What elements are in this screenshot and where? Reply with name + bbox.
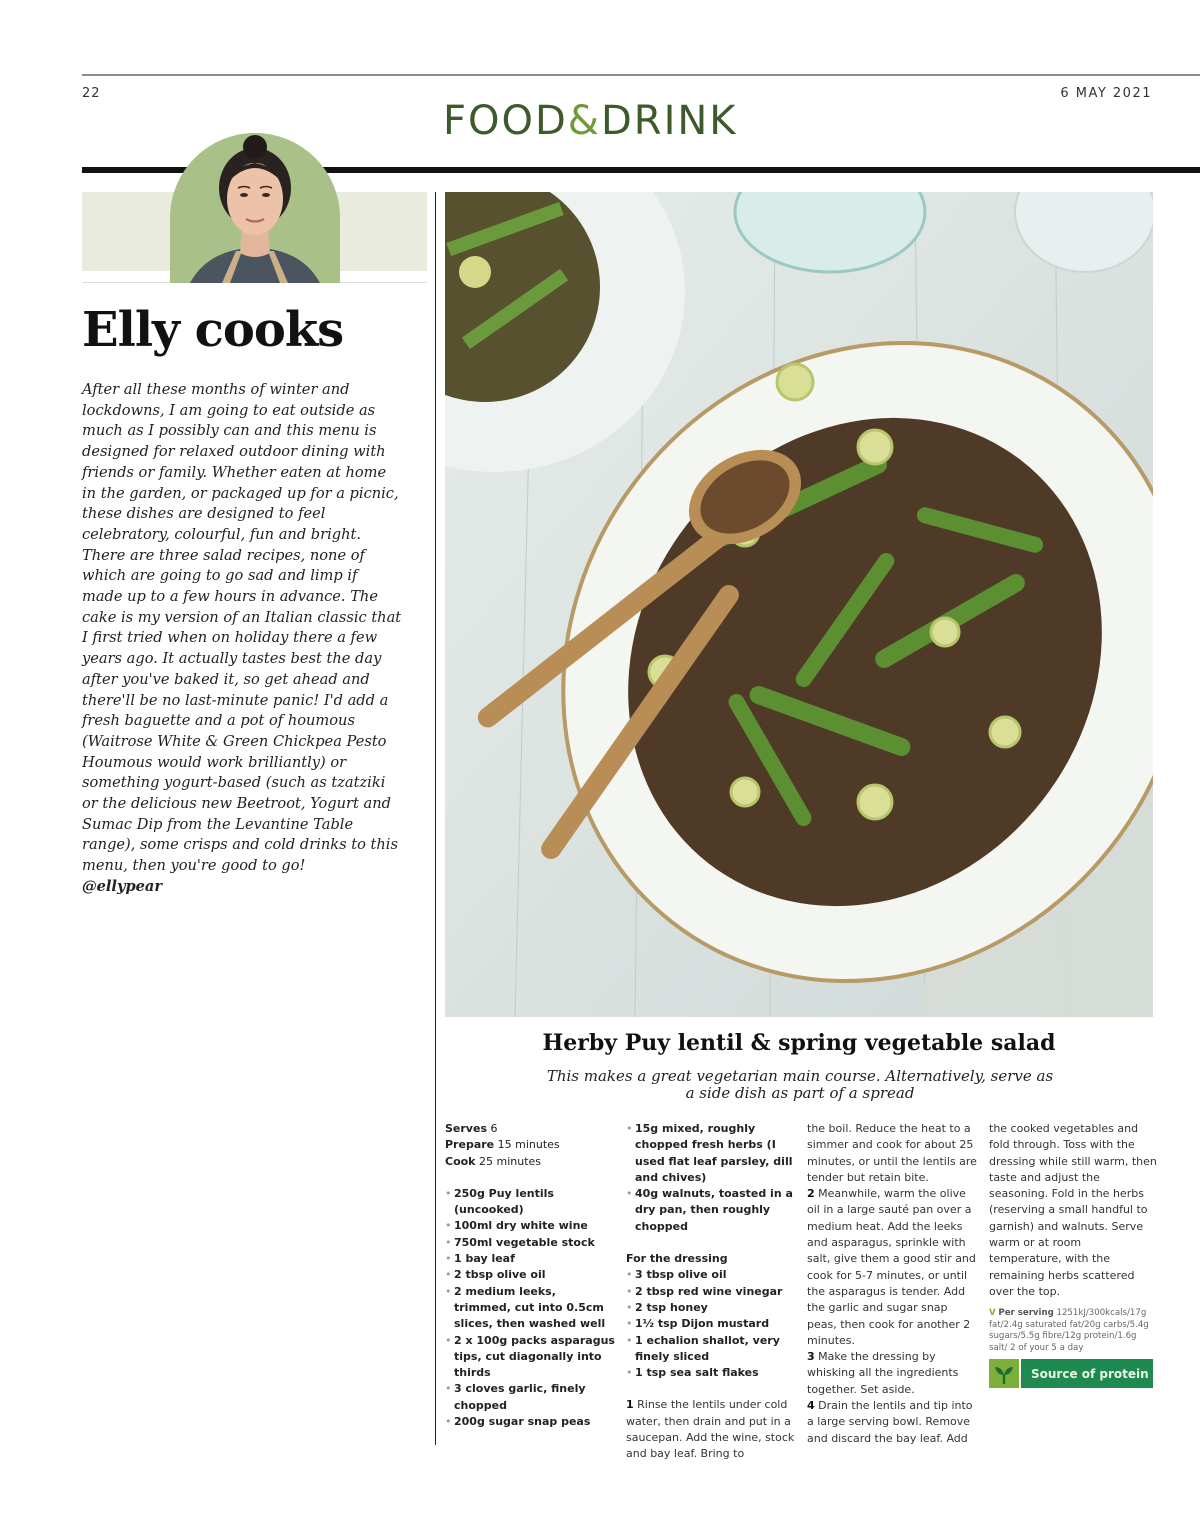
method-step-3 — [807, 1349, 979, 1398]
intro-text: After all these months of winter and lockdowns, I am going to eat outside as much as I possibly can and this menu is designed for relaxed outdoor dining with friends or family. Whether eaten at home in the garden, or packaged up for a picnic, these dishes are designed to feel celebratory, colourful, fun and bright. There are three salad recipes, none of which are going to go sad and limp if made up to a few hours in advance. The cake is my version of an Italian classic that I first tried when on holiday there a few years ago. It actually tastes best the day after you've baked it, so get ahead and there'll be no last-minute panic! I'd add a fresh baguette and a pot of houmous (Waitrose White & Green Chickpea Pesto Houmous would work brilliantly) or something yogurt-based (such as tzatziki or the delicious new Beetroot, Yogurt and Sumac Dip from the Levantine Table range), some crisps and cold drinks to this menu, then you're good to go! — [82, 381, 402, 875]
step-text: Meanwhile, warm the olive oil in a large sauté pan over a medium heat. Add the leeks and asparagus, sprinkle with salt, give them a good stir and cook for 5-7 minutes, or until the asparagus is tender. Add the garlic and sugar snap peas, then cook for another 2 minutes. — [807, 1187, 976, 1347]
prepare-value: 15 minutes — [497, 1138, 560, 1152]
ingredient-item: • 250g Puy lentils (uncooked) — [445, 1186, 615, 1219]
column-title: Elly cooks — [82, 302, 344, 358]
salad-photo-icon — [445, 192, 1153, 1017]
author-handle-link[interactable]: @ellypear — [82, 877, 163, 895]
dressing-item: • 3 tbsp olive oil — [626, 1267, 798, 1283]
ingredient-item: • 15g mixed, roughly chopped fresh herbs (I used flat leaf parsley, dill and chives) — [626, 1121, 798, 1186]
step-number: 2 — [807, 1187, 815, 1201]
recipe-column-3 — [807, 1121, 979, 1447]
step-number: 1 — [626, 1398, 634, 1412]
recipe-column-4 — [989, 1121, 1157, 1388]
method-step-2 — [807, 1186, 979, 1349]
serves-value: 6 — [490, 1122, 498, 1135]
source-of-protein-badge — [989, 1359, 1153, 1388]
page-number: 22 — [82, 86, 101, 101]
issue-date: 6 MAY 2021 — [1060, 86, 1152, 101]
dressing-item: • 2 tbsp red wine vinegar — [626, 1284, 798, 1300]
step-text: Make the dressing by whisking all the ingredients together. Set aside. — [807, 1350, 959, 1396]
ingredient-item: • 1 bay leaf — [445, 1251, 615, 1267]
method-step-4 — [807, 1398, 979, 1447]
column-divider — [435, 192, 436, 1445]
recipe-title: Herby Puy lentil & spring vegetable salad — [542, 1030, 1056, 1056]
step-text: Drain the lentils and tip into a large serving bowl. Remove and discard the bay leaf. Add — [807, 1399, 973, 1445]
vegetarian-mark-icon: V — [989, 1308, 996, 1319]
ingredient-item: • 2 tbsp olive oil — [445, 1267, 615, 1283]
author-avatar — [170, 133, 340, 283]
section-title-drink: DRINK — [600, 98, 738, 144]
badge-label: Source of protein — [1021, 1359, 1153, 1388]
ingredient-list-continued — [626, 1121, 798, 1235]
dressing-item: • 1 tsp sea salt flakes — [626, 1365, 798, 1381]
column-intro — [82, 380, 402, 898]
serves-row — [445, 1121, 615, 1137]
step-text: the boil. Reduce the heat to a simmer and cook for about 25 minutes, or until the lentils are tender but retain bite. — [807, 1122, 977, 1184]
step-text: Rinse the lentils under cold water, then drain and put in a saucepan. Add the wine, stock and bay leaf. Bring to — [626, 1398, 795, 1461]
method-step-1-continued — [807, 1121, 979, 1186]
dressing-item: • 2 tsp honey — [626, 1300, 798, 1316]
step-number: 4 — [807, 1399, 815, 1413]
cook-label: Cook — [445, 1154, 476, 1168]
method-step-4-continued — [989, 1121, 1157, 1300]
section-title-ampersand: & — [567, 98, 601, 144]
dressing-list — [626, 1267, 798, 1381]
recipe-column-1 — [445, 1121, 615, 1430]
sprout-icon — [989, 1359, 1019, 1388]
ingredient-item: • 3 cloves garlic, finely chopped — [445, 1381, 615, 1414]
recipe-standfirst: This makes a great vegetarian main course. Alternatively, serve as a side dish as part of a spread — [546, 1067, 1054, 1102]
ingredient-list — [445, 1186, 615, 1430]
top-rule — [82, 74, 1200, 76]
author-portrait-icon — [170, 133, 340, 283]
cook-value: 25 minutes — [479, 1154, 542, 1168]
step-number: 3 — [807, 1350, 815, 1364]
dressing-item: • 1½ tsp Dijon mustard — [626, 1316, 798, 1332]
section-title — [443, 98, 793, 144]
ingredient-item: • 200g sugar snap peas — [445, 1414, 615, 1430]
recipe-photo — [445, 192, 1153, 1017]
ingredient-item: • 40g walnuts, toasted in a dry pan, then roughly chopped — [626, 1186, 798, 1235]
step-text: the cooked vegetables and fold through. Toss with the dressing while still warm, then taste and adjust the seasoning. Fold in the herbs (reserving a small handful to garnish) and walnuts. Serve warm or at room temperature, with the remaining herbs scattered over the top. — [989, 1122, 1157, 1298]
prepare-row — [445, 1137, 615, 1153]
method-step-1 — [626, 1397, 798, 1462]
dressing-heading: For the dressing — [626, 1252, 728, 1266]
recipe-column-2 — [626, 1121, 798, 1463]
ingredient-item: • 100ml dry white wine — [445, 1218, 615, 1234]
section-title-food: FOOD — [443, 98, 568, 144]
prepare-label: Prepare — [445, 1138, 495, 1152]
serves-label: Serves — [445, 1122, 487, 1135]
ingredient-item: • 2 x 100g packs asparagus tips, cut diagonally into thirds — [445, 1333, 615, 1382]
nutrition-info — [989, 1308, 1157, 1354]
dressing-item: • 1 echalion shallot, very finely sliced — [626, 1333, 798, 1366]
ingredient-item: • 750ml vegetable stock — [445, 1235, 615, 1251]
nutrition-text: 1251kJ/300kcals/17g fat/2.4g saturated fat/20g carbs/5.4g sugars/5.5g fibre/12g protein/1.6g salt/ 2 of your 5 a day — [989, 1308, 1149, 1353]
cook-row — [445, 1154, 615, 1170]
ingredient-item: • 2 medium leeks, trimmed, cut into 0.5cm slices, then washed well — [445, 1284, 615, 1333]
nutrition-label: Per serving — [998, 1308, 1054, 1319]
